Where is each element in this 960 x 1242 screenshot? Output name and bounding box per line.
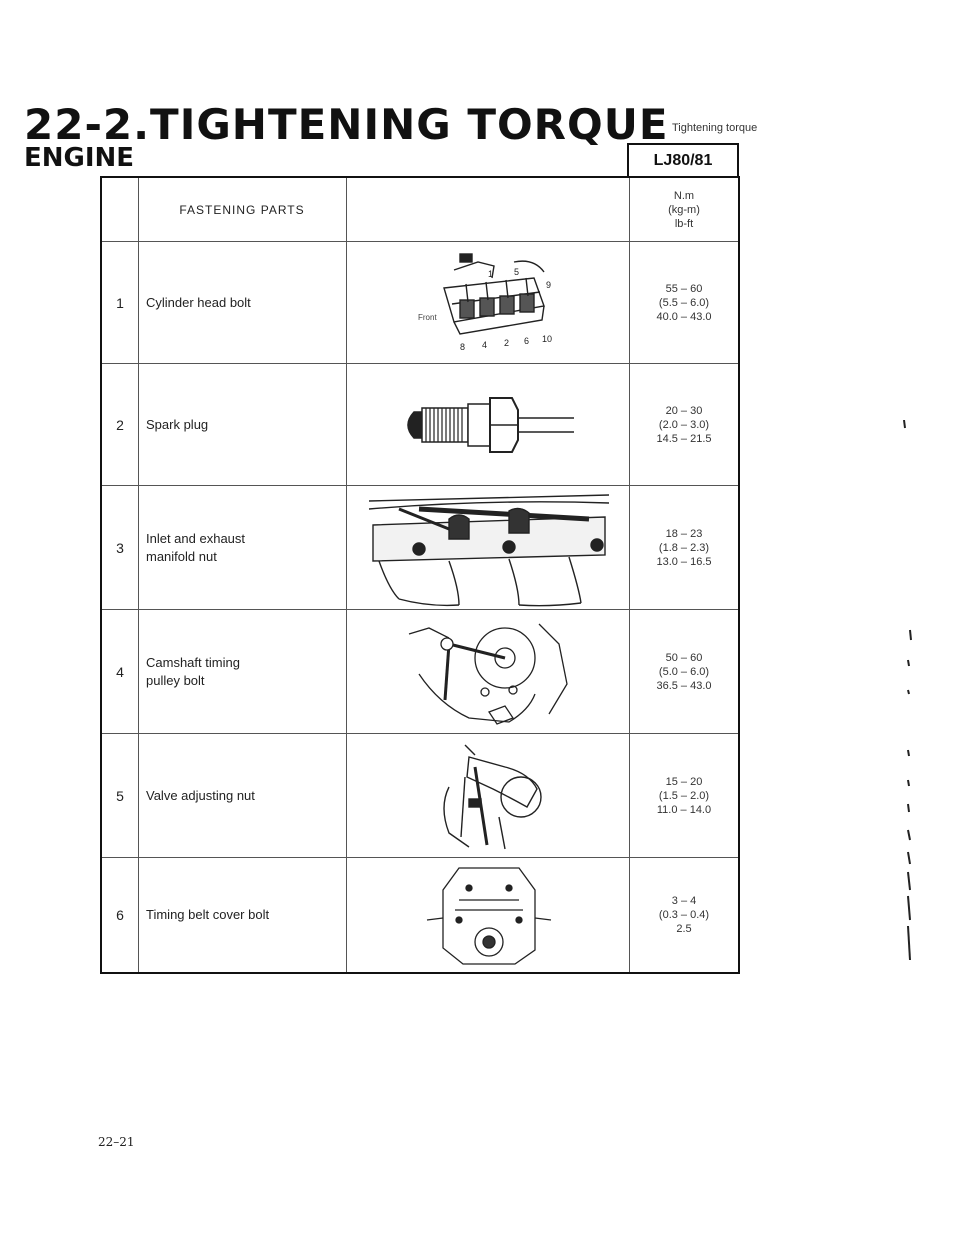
table-header-row [102,178,738,242]
section-heading: ENGINE [24,143,135,173]
row-number: 6 [116,907,124,923]
part-name: Valve adjusting nut [146,787,255,803]
torque-table [100,176,740,974]
torque-nm: 18 – 23 [665,527,703,540]
torque-nm: 50 – 60 [665,651,703,664]
torque-lbft: 13.0 – 16.5 [656,555,712,568]
cylinder-head-illustration [348,242,630,363]
torque-nm: 15 – 20 [665,775,703,788]
table-row [102,858,738,972]
torque-value [630,486,738,609]
torque-kgm: (1.8 – 2.3) [658,541,710,554]
torque-kgm: (2.0 – 3.0) [658,418,710,431]
head-label-8: 8 [460,341,466,352]
section-subtitle: Tightening torque [672,122,758,134]
part-name: Spark plug [146,416,209,432]
head-label-9: 9 [546,279,552,290]
torque-value [630,242,738,363]
spark-plug-illustration [348,364,630,485]
row-number: 5 [116,787,124,804]
head-label-5: 5 [514,266,520,277]
torque-lbft: 36.5 – 43.0 [656,679,712,692]
torque-kgm: (0.3 – 0.4) [658,909,710,921]
part-name: Timing belt cover bolt [146,907,270,922]
camshaft-pulley-illustration [348,610,630,733]
head-label-6: 6 [524,335,530,346]
page-number: 22–21 [98,1135,135,1149]
head-label-1: 1 [488,268,494,279]
torque-lbft: 2.5 [676,923,692,935]
torque-kgm: (5.0 – 6.0) [658,665,710,678]
column-divider [629,178,630,972]
torque-nm: 3 – 4 [671,895,697,907]
torque-value [630,610,738,733]
header-units [630,178,738,241]
torque-lbft: 14.5 – 21.5 [656,432,712,445]
unit-nm: N.m [673,189,695,202]
row-number: 2 [116,416,124,433]
valve-adjust-illustration [348,734,630,857]
column-divider [138,178,139,972]
model-label: LJ80/81 [627,143,739,177]
torque-value [630,734,738,857]
table-row [102,734,738,858]
front-label: Front [418,312,437,322]
row-number: 3 [116,539,124,556]
table-row [102,610,738,734]
head-label-4: 4 [482,339,488,350]
manifold-illustration [348,486,630,609]
binding-edge-marks [896,420,926,960]
row-number: 4 [116,663,124,680]
row-number: 1 [116,294,124,311]
torque-nm: 55 – 60 [665,282,703,295]
unit-lbft: lb-ft [674,217,694,230]
header-fastening-parts: FASTENING PARTS [179,202,305,217]
torque-kgm: (1.5 – 2.0) [658,789,710,802]
torque-kgm: (5.5 – 6.0) [658,296,710,309]
torque-value [630,364,738,485]
column-divider [346,178,347,972]
page-title: 22-2.TIGHTENING TORQUE [24,100,669,149]
table-row [102,364,738,486]
head-label-2: 2 [504,337,510,348]
torque-nm: 20 – 30 [665,404,703,417]
part-name: Inlet and exhaust manifold nut [146,530,246,564]
part-name: Cylinder head bolt [146,294,251,310]
table-row [102,486,738,610]
part-name: Camshaft timing pulley bolt [146,654,240,688]
timing-belt-cover-illustration [348,858,630,972]
torque-lbft: 40.0 – 43.0 [656,310,712,323]
head-label-10: 10 [542,333,553,344]
torque-value [630,858,738,972]
unit-kgm: (kg-m) [668,203,700,216]
torque-lbft: 11.0 – 14.0 [656,803,712,816]
table-row [102,242,738,364]
